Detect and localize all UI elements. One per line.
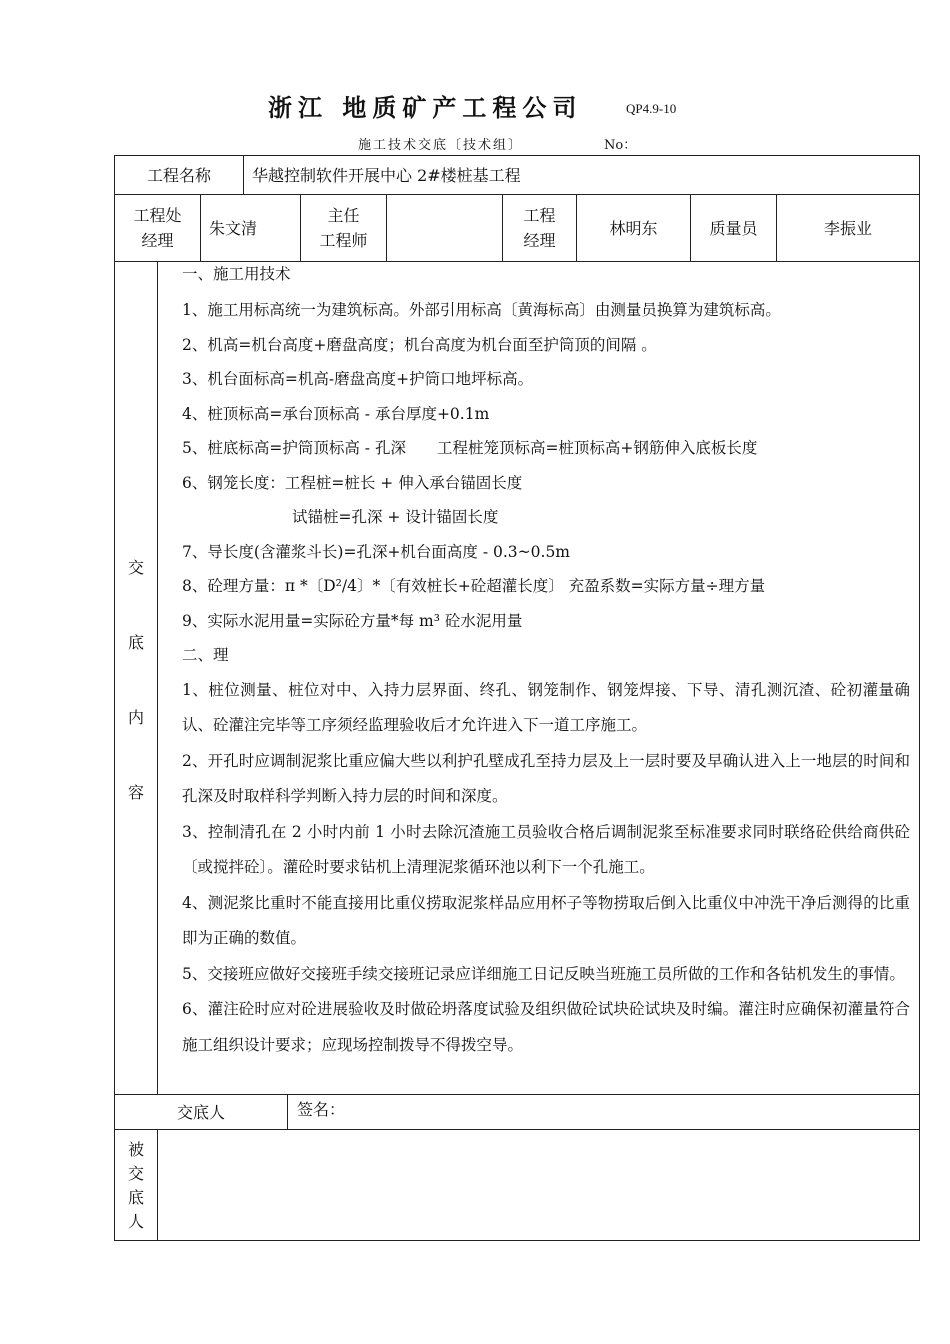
- discloser-label: 交底人: [176, 1102, 225, 1122]
- section-label-char-3: 内: [127, 708, 144, 727]
- section-label-char-4: 容: [127, 783, 144, 802]
- mgmt-item-4: 4、测泥浆比重时不能直接用比重仪捞取泥浆样品应用杯子等物捞取后倒入比重仪中冲洗干净后测得的比重即为正确的数值。: [182, 893, 910, 947]
- company-name: 浙江 地质矿产工程公司: [268, 93, 583, 122]
- chief-engineer-label-line2: 工程师: [319, 231, 368, 250]
- receiver-signature-area[interactable]: [160, 1132, 916, 1237]
- engineer-value: 林明东: [609, 218, 658, 238]
- manager-label: [115, 195, 200, 261]
- form-code: QP4.9-10: [626, 101, 677, 116]
- section-label-char-2: 底: [127, 633, 144, 652]
- chief-engineer-label: [301, 195, 386, 261]
- signature-label: 签名：: [297, 1099, 346, 1119]
- tech-item-8: 8、砼理方量：π *〔D²/4〕*〔有效桩长+砼超灌长度〕 充盈系数=实际方量÷理方量: [182, 577, 766, 595]
- project-name-label: 工程名称: [146, 165, 211, 185]
- receiver-label-char-1: 被: [127, 1140, 144, 1159]
- receiver-label-char-3: 底: [127, 1188, 144, 1207]
- mgmt-item-2: 2、开孔时应调制泥浆比重应偏大些以利护孔壁成孔至持力层及上一层时要及早确认进入上一地层的时间和孔深及时取样科学判断入持力层的时间和深度。: [182, 751, 910, 805]
- tech-item-6-continued: 试锚桩=孔深 + 设计锚固长度: [292, 508, 499, 526]
- mgmt-item-3: 3、控制清孔在 2 小时内前 1 小时去除沉渣施工员验收合格后调制泥浆至标准要求同时联络砼供给商供砼〔或搅拌砼〕。灌砼时要求钻机上清理泥浆循环池以利下一个孔施工。: [182, 822, 910, 876]
- engineer-label: [503, 195, 576, 261]
- document-title: 施工技术交底〔技术组〕: [358, 138, 524, 153]
- engineer-label-line1: 工程: [523, 206, 556, 225]
- tech-item-9: 9、实际水泥用量=实际砼方量*每 m³ 砼水泥用量: [182, 611, 523, 630]
- mgmt-item-6: 6、灌注砼时应对砼进展验收及时做砼坍落度试验及组织做砼试块砼试块及时编。灌注时应确保初灌量符合施工组织设计要求；应现场控制拨导不得拨空导。: [182, 1000, 910, 1054]
- tech-item-4: 4、桩顶标高=承台顶标高 - 承台厚度+0.1m: [182, 404, 490, 423]
- manager-label-line2: 经理: [141, 231, 174, 250]
- signature-area[interactable]: [297, 1123, 897, 1127]
- chief-engineer-value: [387, 195, 502, 261]
- receiver-label-char-4: 人: [127, 1212, 144, 1231]
- section-label-char-1: 交: [127, 558, 144, 577]
- tech-item-5: 5、桩底标高=护筒顶标高 - 孔深 工程桩笼顶标高=桩顶标高+钢筋伸入底板长度: [182, 439, 758, 457]
- receiver-label-char-2: 交: [127, 1164, 144, 1183]
- project-name-value: 华越控制软件开展中心 2#楼桩基工程: [252, 165, 521, 185]
- tech-item-7: 7、导长度(含灌浆斗长)=孔深+机台面高度 - 0.3~0.5m: [182, 542, 571, 561]
- chief-engineer-label-line1: 主任: [327, 206, 360, 225]
- section-heading-2: 二、理: [182, 646, 229, 664]
- manager-label-line1: 工程处: [133, 206, 182, 225]
- tech-item-2: 2、机高=机台高度+磨盘高度；机台高度为机台面至护筒顶的间隔 。: [182, 335, 657, 354]
- qc-value: 李振业: [823, 218, 872, 238]
- qc-label: 质量员: [709, 218, 758, 238]
- mgmt-item-5: 5、交接班应做好交接班手续交接班记录应详细施工日记反映当班施工员所做的工作和各钻机发生的事情。: [182, 964, 905, 983]
- mgmt-item-1: 1、桩位测量、桩位对中、入持力层界面、终孔、钢笼制作、钢笼焊接、下导、清孔测沉渣、砼初灌量确认、砼灌注完毕等工序须经监理验收后才允许进入下一道工序施工。: [182, 680, 910, 734]
- number-label: No：: [604, 138, 637, 153]
- engineer-label-line2: 经理: [523, 231, 556, 250]
- manager-value: 朱文清: [209, 218, 258, 238]
- tech-item-3: 3、机台面标高=机高-磨盘高度+护筒口地坪标高。: [182, 370, 534, 388]
- disclosure-content: [182, 262, 910, 1063]
- section-heading-1: 一、施工用技术: [182, 265, 291, 283]
- tech-item-1: 1、施工用标高统一为建筑标高。外部引用标高〔黄海标高〕由测量员换算为建筑标高。: [182, 301, 781, 319]
- tech-item-6: 6、钢笼长度：工程桩=桩长 + 伸入承台锚固长度: [182, 473, 523, 492]
